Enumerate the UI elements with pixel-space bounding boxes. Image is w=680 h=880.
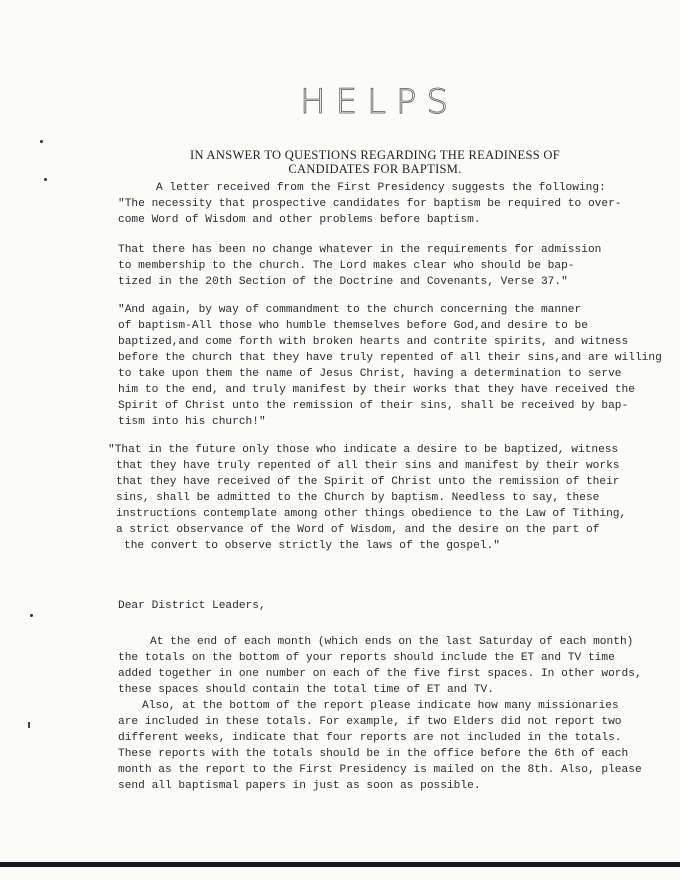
text-line: baptized,and come forth with broken hearts and contrite spirits, and witness [118, 336, 629, 348]
text-line: of baptism-All those who humble themselves before God,and desire to be [118, 320, 588, 332]
text-line: send all baptismal papers in just as soon as possible. [118, 780, 481, 792]
paragraph-1 [118, 242, 601, 290]
paragraph-3 [108, 442, 626, 554]
text-line: these spaces should contain the total time of ET and TV. [118, 684, 494, 696]
scan-bottom-edge [0, 862, 680, 867]
paragraph-4 [118, 634, 642, 698]
text-line: the totals on the bottom of your reports should include the ET and TV time [118, 652, 615, 664]
text-line: A letter received from the First Presidency suggests the following: [156, 182, 606, 194]
text-line: tism into his church!" [118, 416, 266, 428]
intro-paragraph [118, 180, 622, 228]
text-line: These reports with the totals should be in the office before the 6th of each [118, 748, 629, 760]
heading-line: IN ANSWER TO QUESTIONS REGARDING THE READINESS OF [190, 148, 560, 162]
text-line: added together in one number on each of the five first spaces. In other words, [118, 668, 642, 680]
text-line: Also, at the bottom of the report please indicate how many missionaries [142, 700, 619, 712]
punch-hole-mark [40, 140, 43, 143]
punch-hole-mark [44, 178, 47, 181]
text-line: tized in the 20th Section of the Doctrine and Covenants, Verse 37." [118, 276, 568, 288]
text-line: that they have truly repented of all their sins and manifest by their works [116, 460, 620, 472]
text-line: "The necessity that prospective candidates for baptism be required to over- [118, 198, 622, 210]
text-line: to take upon them the name of Jesus Christ, having a determination to serve [118, 368, 622, 380]
text-line: "And again, by way of commandment to the church concerning the manner [118, 304, 582, 316]
heading-line: CANDIDATES FOR BAPTISM. [288, 162, 462, 176]
text-line: that they have received of the Spirit of Christ unto the remission of their [116, 476, 620, 488]
text-line: to membership to the church. The Lord makes clear who should be bap- [118, 260, 575, 272]
paragraph-2 [118, 302, 662, 430]
text-line: different weeks, indicate that four reports are not included in the totals. [118, 732, 622, 744]
text-line: come Word of Wisdom and other problems before baptism. [118, 214, 481, 226]
text-line: the convert to observe strictly the laws of the gospel." [124, 540, 500, 552]
text-line: him to the end, and truly manifest by their works that they have received the [118, 384, 635, 396]
punch-hole-mark [30, 614, 33, 617]
text-line: At the end of each month (which ends on the last Saturday of each month) [150, 636, 634, 648]
text-line: sins, shall be admitted to the Church by baptism. Needless to say, these [116, 492, 600, 504]
margin-mark [28, 722, 30, 728]
text-line: That there has been no change whatever in the requirements for admission [118, 244, 602, 256]
text-line: are included in these totals. For example, if two Elders did not report two [118, 716, 622, 728]
heading [150, 148, 600, 176]
text-line: before the church that they have truly repented of all their sins,and are willing [118, 352, 662, 364]
salutation: Dear District Leaders, [118, 600, 266, 612]
page-title: HELPS [300, 82, 459, 122]
text-line: Spirit of Christ unto the remission of their sins, shall be received by bap- [118, 400, 629, 412]
text-line: instructions contemplate among other things obedience to the Law of Tithing, [116, 508, 627, 520]
text-line: "That in the future only those who indicate a desire to be baptized, witness [108, 444, 619, 456]
paragraph-5 [118, 698, 642, 794]
text-line: a strict observance of the Word of Wisdom, and the desire on the part of [116, 524, 600, 536]
text-line: month as the report to the First Presidency is mailed on the 8th. Also, please [118, 764, 642, 776]
